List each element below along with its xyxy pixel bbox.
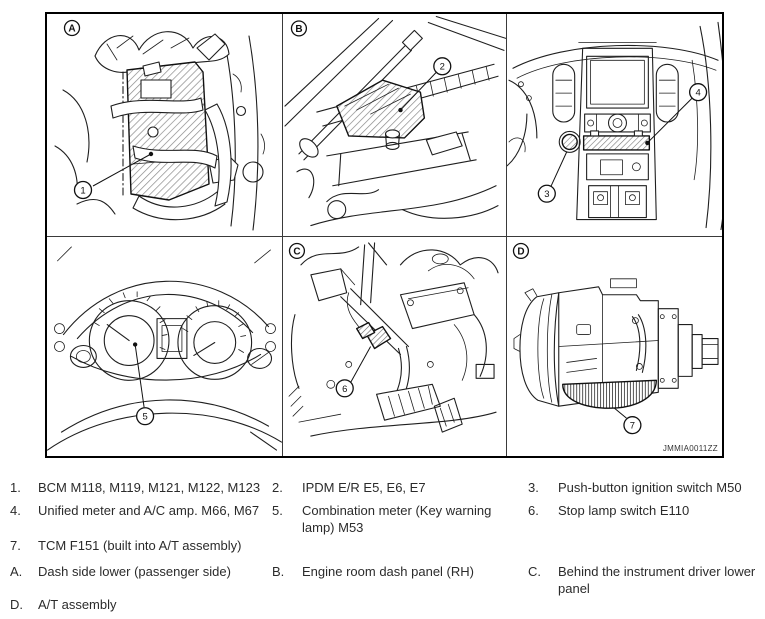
callout-3 bbox=[538, 152, 566, 202]
panel-letter-a bbox=[65, 21, 80, 36]
legend-item-1 bbox=[10, 479, 273, 496]
legend-item-text: TCM F151 (built into A/T assembly) bbox=[38, 538, 242, 553]
air-vents bbox=[553, 64, 678, 122]
steering-wheel bbox=[507, 80, 537, 166]
legend-item-id: 1. bbox=[10, 480, 21, 495]
legend-item-text: Engine room dash panel (RH) bbox=[302, 564, 474, 579]
callout-3-number: 3 bbox=[544, 189, 550, 201]
legend-item-id: B. bbox=[272, 564, 285, 579]
legend-item-6 bbox=[528, 502, 765, 519]
legend-item-id: 5. bbox=[272, 503, 283, 518]
callout-7-number: 7 bbox=[629, 420, 636, 432]
panel-c bbox=[283, 237, 506, 456]
legend-item-id: C. bbox=[528, 564, 541, 579]
unified-meter-ac-amp bbox=[584, 131, 650, 150]
legend-item-text: Push-button ignition switch M50 bbox=[558, 480, 742, 495]
callout-2-number: 2 bbox=[439, 61, 445, 73]
svg-text:A: A bbox=[68, 23, 76, 35]
legend-item-id: 7. bbox=[10, 538, 21, 553]
tail-extension bbox=[658, 309, 718, 389]
lower-console bbox=[587, 154, 649, 218]
legend-item-text: Dash side lower (passenger side) bbox=[38, 564, 231, 579]
legend-item-id: D. bbox=[10, 597, 23, 612]
legend-item-id: 2. bbox=[272, 480, 283, 495]
panel-b bbox=[283, 14, 506, 236]
cluster-trim bbox=[48, 324, 282, 450]
legend-item-c bbox=[528, 563, 765, 597]
callout-1-number: 1 bbox=[80, 185, 86, 197]
legend-item-a bbox=[10, 563, 273, 580]
panel-d bbox=[507, 237, 722, 456]
legend-item-b bbox=[272, 563, 497, 580]
legend-item-id: 3. bbox=[528, 480, 539, 495]
svg-text:D: D bbox=[517, 246, 525, 258]
svg-text:B: B bbox=[295, 23, 303, 35]
panel-d-illustration bbox=[507, 237, 722, 456]
legend-item-text: Unified meter and A/C amp. M66, M67 bbox=[38, 503, 260, 518]
callout-5-number: 5 bbox=[142, 411, 148, 423]
legend-item-3 bbox=[528, 479, 765, 496]
panel-c-illustration bbox=[283, 237, 506, 456]
panel-letter-c bbox=[289, 243, 304, 258]
callout-7 bbox=[615, 408, 641, 433]
panel-letter-b bbox=[291, 21, 306, 36]
ipdm-unit bbox=[337, 80, 425, 149]
panel-letter-d bbox=[513, 243, 528, 258]
legend-item-text: IPDM E/R E5, E6, E7 bbox=[302, 480, 426, 495]
legend-item-5 bbox=[272, 502, 497, 536]
panel-dashboard bbox=[507, 14, 722, 236]
legend-item-id: A. bbox=[10, 564, 23, 579]
callout-6-number: 6 bbox=[342, 383, 348, 395]
stop-lamp-switch bbox=[347, 293, 390, 349]
panel-a bbox=[47, 14, 282, 236]
legend-item-d bbox=[10, 596, 273, 613]
callout-4-number: 4 bbox=[695, 87, 701, 99]
legend-item-text: Behind the instrument driver lower panel bbox=[558, 564, 756, 596]
push-button-ignition-switch bbox=[559, 131, 580, 152]
legend-item-text: BCM M118, M119, M121, M122, M123 bbox=[38, 480, 261, 495]
bell-housing bbox=[514, 289, 559, 406]
car-body-lines bbox=[225, 36, 265, 230]
svg-text:C: C bbox=[293, 246, 301, 258]
legend-item-7 bbox=[10, 537, 310, 554]
speedometer-gauge bbox=[178, 301, 252, 380]
legend-item-text: Combination meter (Key warning lamp) M53 bbox=[302, 503, 492, 535]
legend-item-2 bbox=[272, 479, 497, 496]
under-dash-clutter bbox=[289, 243, 498, 416]
legend-item-text: Stop lamp switch E110 bbox=[558, 503, 690, 518]
legend-item-id: 6. bbox=[528, 503, 539, 518]
legend-item-4 bbox=[10, 502, 273, 519]
figure-code: JMMIA0011ZZ bbox=[662, 444, 718, 453]
panel-combination-meter-illustration bbox=[47, 237, 282, 456]
legend-item-text: A/T assembly bbox=[38, 597, 117, 612]
panel-dashboard-illustration bbox=[507, 14, 722, 236]
panel-b-illustration bbox=[283, 14, 506, 236]
component-location-figure bbox=[45, 12, 724, 458]
callout-5 bbox=[133, 342, 154, 424]
callout-6 bbox=[336, 347, 370, 397]
panel-combination-meter bbox=[47, 237, 282, 456]
panel-a-illustration bbox=[47, 14, 282, 236]
legend-item-id: 4. bbox=[10, 503, 21, 518]
callout-2 bbox=[398, 58, 450, 112]
